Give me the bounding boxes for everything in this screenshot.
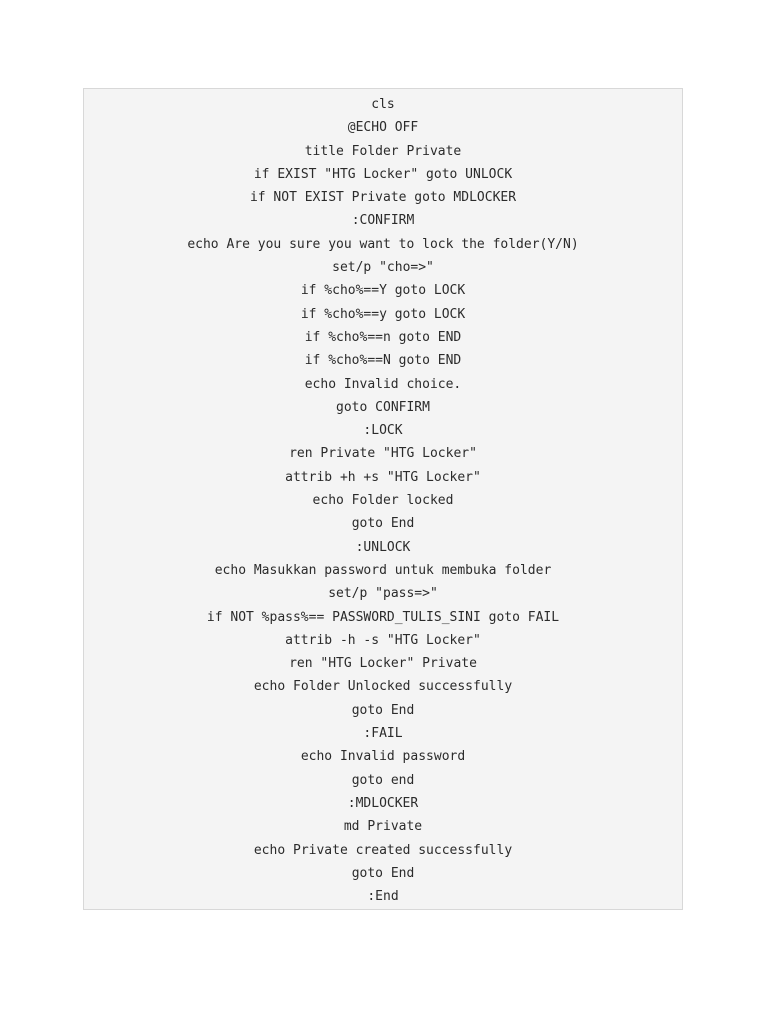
code-line: goto End [351,516,415,532]
code-line: if EXIST "HTG Locker" goto UNLOCK [253,166,513,182]
code-line: set/p "pass=>" [328,586,438,602]
code-line: @ECHO OFF [347,120,419,136]
code-line: md Private [343,819,423,835]
code-line: echo Private created successfully [253,842,513,858]
code-line: if NOT %pass%== PASSWORD_TULIS_SINI goto FAIL [206,609,560,625]
code-line: goto CONFIRM [336,399,430,415]
code-line: ren "HTG Locker" Private [289,656,477,672]
code-line: echo Are you sure you want to lock the folder(Y/N) [187,236,579,252]
code-line: :End [367,889,399,905]
code-line: goto End [351,865,415,881]
code-line: if %cho%==Y goto LOCK [300,283,466,299]
code-line: goto End [351,702,415,718]
code-line: :MDLOCKER [347,795,419,811]
code-line: echo Invalid password [300,749,466,765]
code-line: if %cho%==n goto END [304,329,462,345]
code-line: if %cho%==y goto LOCK [300,306,466,322]
code-line: if NOT EXIST Private goto MDLOCKER [249,190,517,206]
code-line: ren Private "HTG Locker" [289,446,477,462]
code-line: :UNLOCK [355,539,411,555]
code-line: echo Invalid choice. [304,376,462,392]
code-line: set/p "cho=>" [332,260,434,276]
code-line: :FAIL [363,726,403,742]
code-line: :CONFIRM [351,213,415,229]
code-line: :LOCK [363,423,403,439]
code-line: goto end [351,772,415,788]
code-block [83,88,683,910]
code-line: cls [371,97,395,112]
code-line: title Folder Private [304,143,462,159]
code-lines [84,93,682,908]
code-line: attrib +h +s "HTG Locker" [285,469,481,485]
code-line: if %cho%==N goto END [304,353,462,369]
code-line: echo Masukkan password untuk membuka folder [214,562,552,578]
code-line: echo Folder locked [312,493,454,509]
code-line: echo Folder Unlocked successfully [253,679,513,695]
code-line: attrib -h -s "HTG Locker" [285,632,481,648]
